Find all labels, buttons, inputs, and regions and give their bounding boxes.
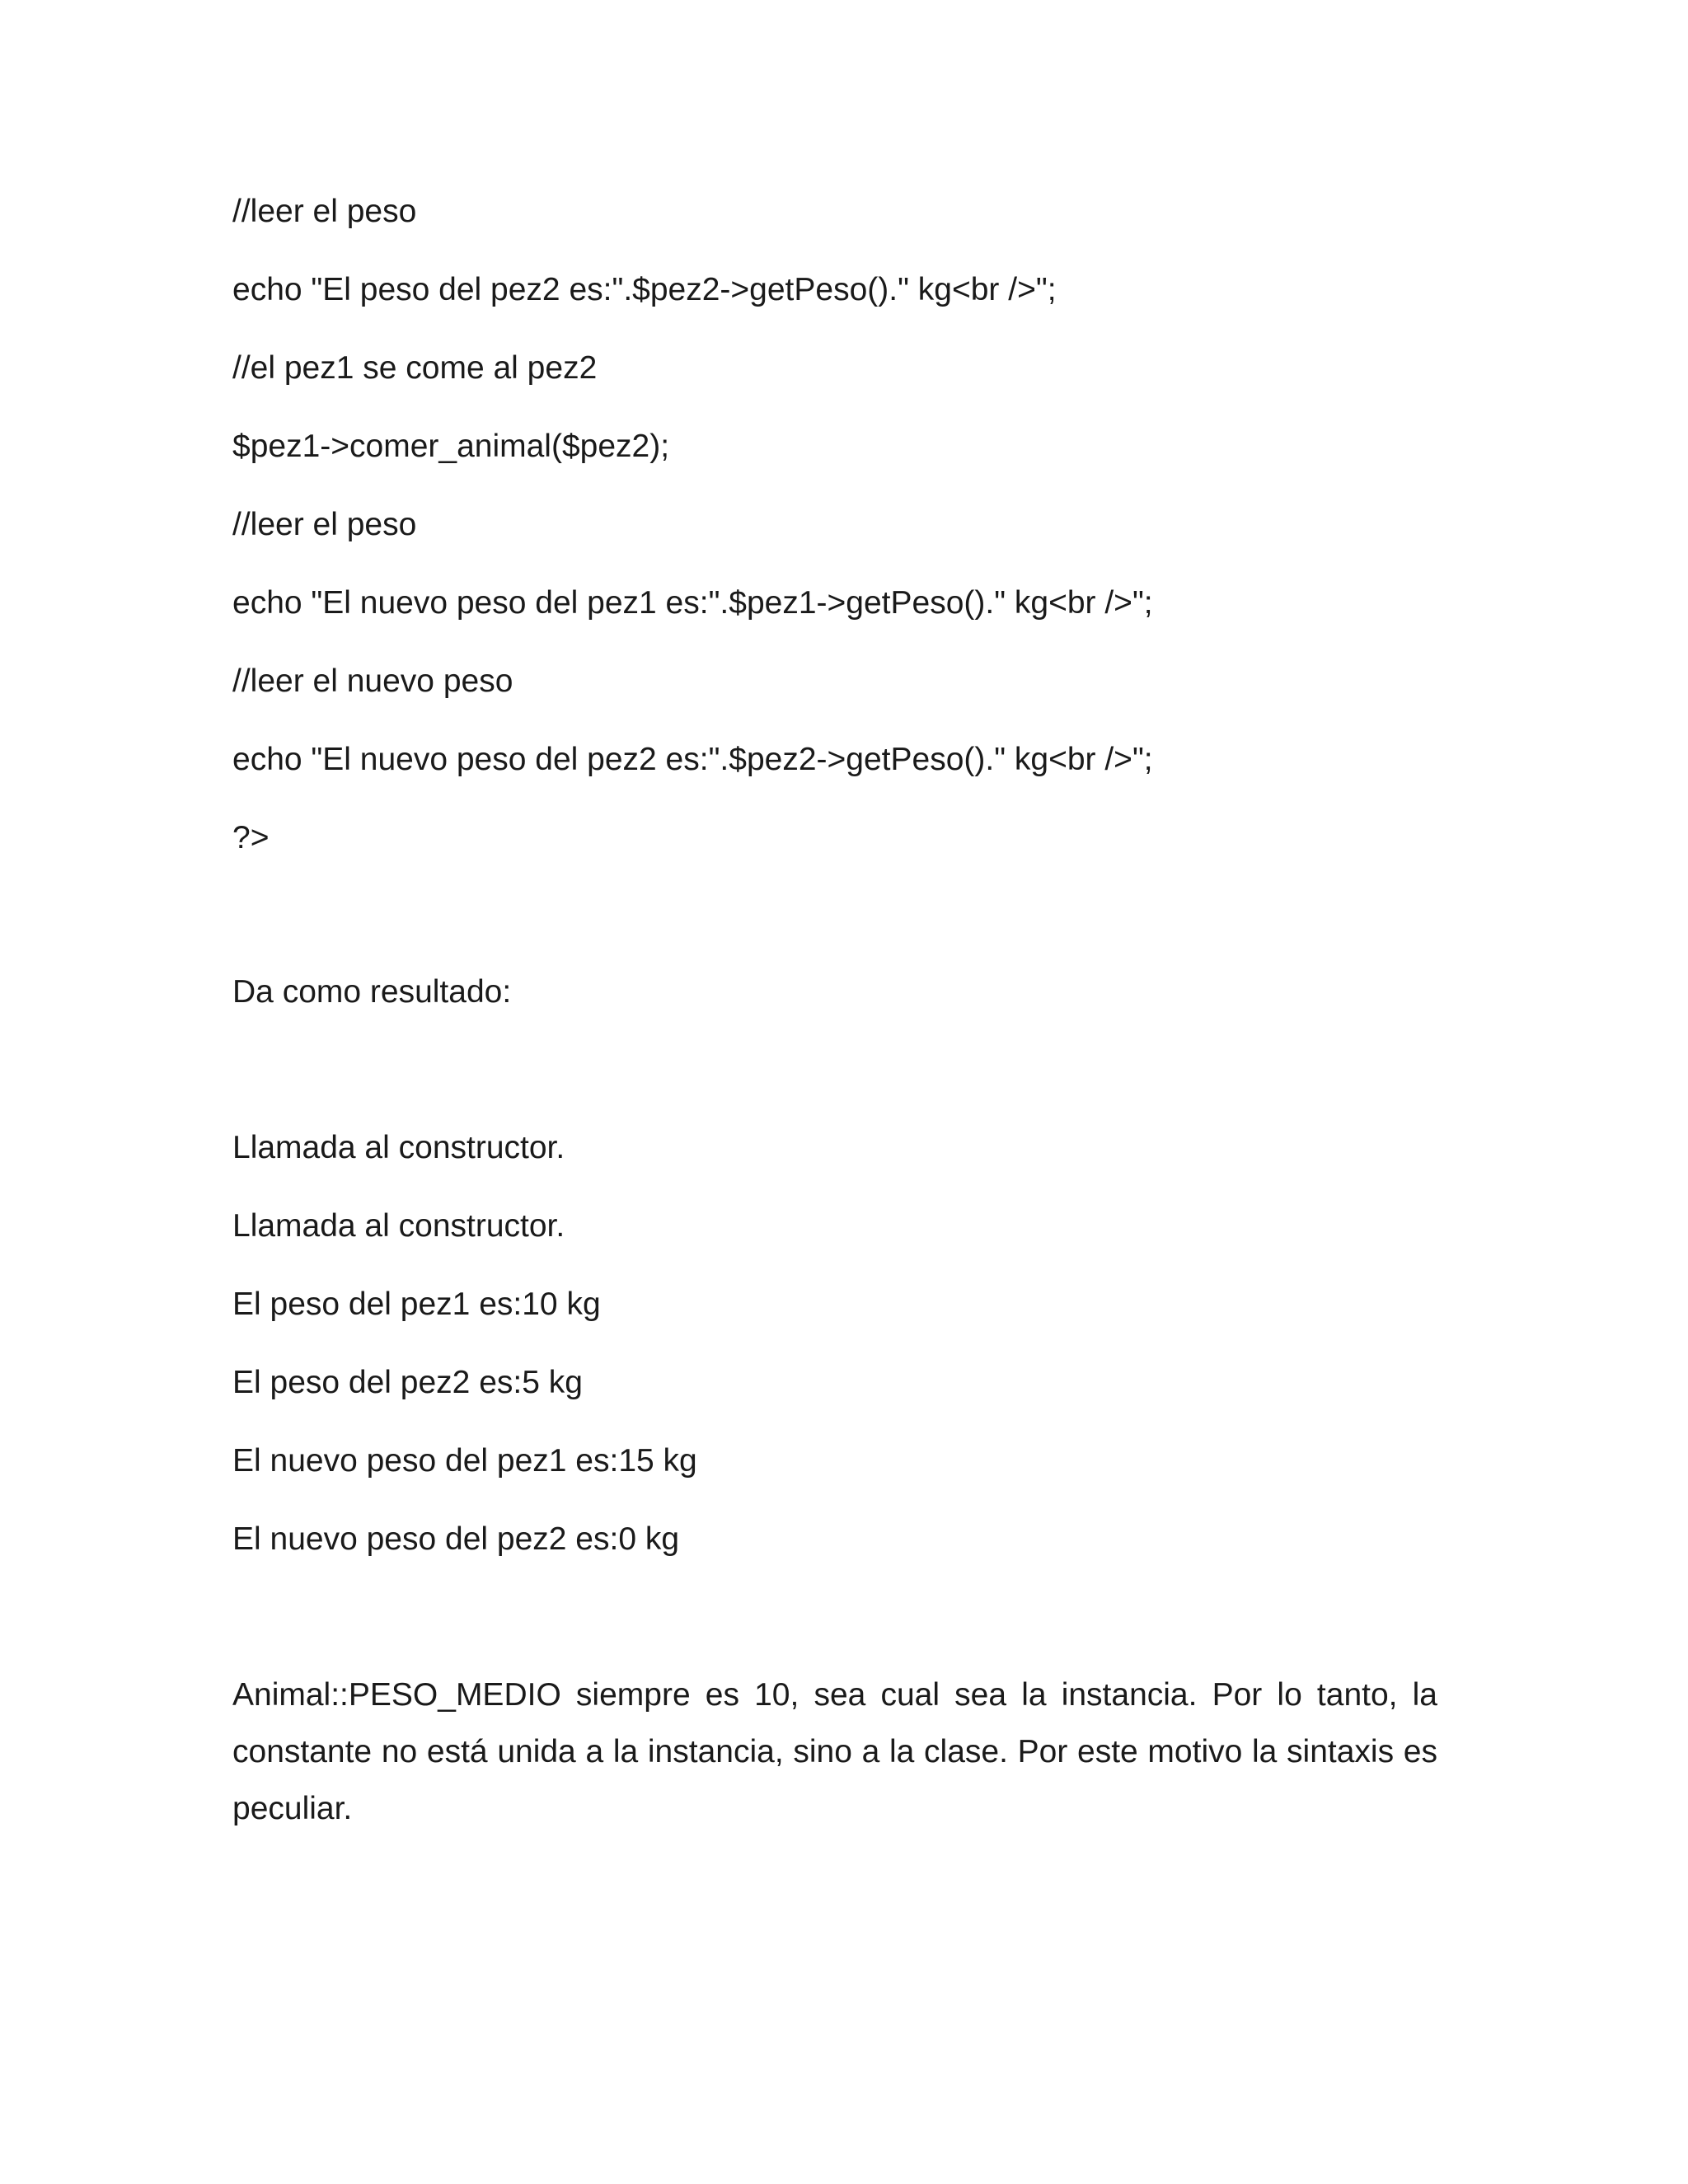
code-comment-leer-nuevo-peso: //leer el nuevo peso: [232, 663, 513, 699]
output-line-constructor-2: Llamada al constructor.: [232, 1208, 565, 1244]
output-line-constructor-1: Llamada al constructor.: [232, 1130, 565, 1165]
code-echo-nuevo-peso-pez1: echo "El nuevo peso del pez1 es:".$pez1->getPeso()." kg<br />";: [232, 585, 1153, 621]
output-line-peso-pez1: El peso del pez1 es:10 kg: [232, 1286, 601, 1322]
code-echo-peso-pez2: echo "El peso del pez2 es:".$pez2->getPeso()." kg<br />";: [232, 272, 1057, 307]
code-comer-animal-call: $pez1->comer_animal($pez2);: [232, 429, 670, 464]
code-echo-nuevo-peso-pez2: echo "El nuevo peso del pez2 es:".$pez2->getPeso()." kg<br />";: [232, 742, 1153, 777]
output-line-nuevo-peso-pez1: El nuevo peso del pez1 es:15 kg: [232, 1443, 697, 1479]
code-php-close-tag: ?>: [232, 820, 270, 855]
output-line-peso-pez2: El peso del pez2 es:5 kg: [232, 1365, 583, 1400]
output-line-nuevo-peso-pez2: El nuevo peso del pez2 es:0 kg: [232, 1521, 680, 1557]
code-comment-pez1-come-pez2: //el pez1 se come al pez2: [232, 350, 598, 386]
code-comment-leer-peso-2: //leer el peso: [232, 507, 417, 542]
explanation-paragraph: Animal::PESO_MEDIO siempre es 10, sea cual sea la instancia. Por lo tanto, la constante no está unida a la instancia, sino a la clase. Por este motivo la sintaxis es peculiar.: [232, 1677, 1437, 1826]
code-comment-leer-peso: //leer el peso: [232, 194, 417, 229]
result-intro: Da como resultado:: [232, 974, 512, 1010]
